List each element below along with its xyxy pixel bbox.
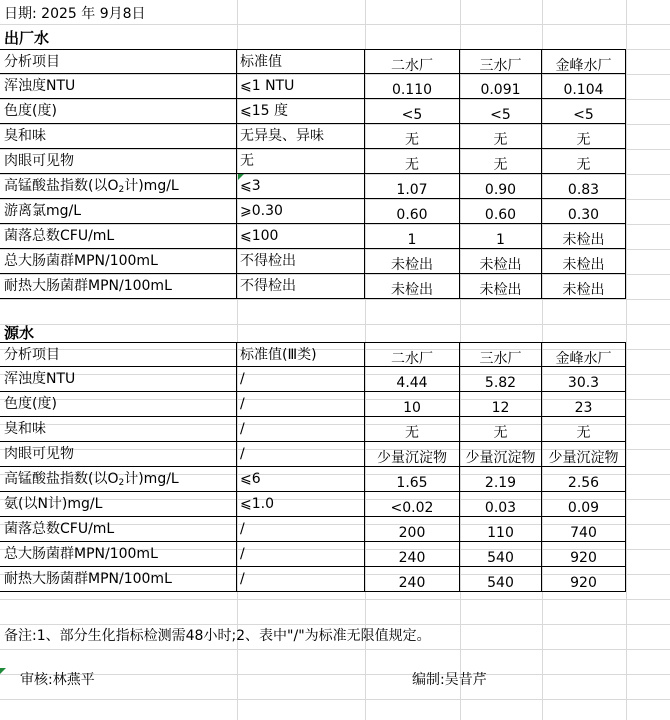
table-cell-col2[interactable]: 少量沉淀物 (365, 442, 460, 467)
table-row (0, 149, 670, 174)
table-cell-col0[interactable]: 氨(以N计)mg/L (0, 492, 237, 517)
table-cell-col4[interactable]: 未检出 (542, 224, 626, 249)
table-cell-col2[interactable]: 无 (365, 417, 460, 442)
table-cell-col1[interactable]: / (237, 517, 365, 542)
table-cell-col0[interactable]: 总大肠菌群MPN/100mL (0, 542, 237, 567)
table-cell-col1[interactable]: 无 (237, 149, 365, 174)
table-cell-col0[interactable]: 耐热大肠菌群MPN/100mL (0, 567, 237, 592)
table-cell-col1[interactable]: ⩽15 度 (237, 99, 365, 124)
table-cell-col0[interactable]: 色度(度) (0, 99, 237, 124)
table-cell-col4[interactable]: 23 (542, 392, 626, 417)
table-cell-col1[interactable]: ⩽1.0 (237, 492, 365, 517)
table-cell-col1[interactable]: ⩽6 (237, 467, 365, 492)
table-cell-col2[interactable]: 10 (365, 392, 460, 417)
header-cell-col0[interactable]: 分析项目 (0, 342, 237, 367)
table-cell-col4[interactable]: 0.09 (542, 492, 626, 517)
table-cell-col1[interactable]: ⩽3 (237, 174, 365, 199)
table-cell-col3[interactable]: 540 (460, 542, 542, 567)
table-cell-col2[interactable]: 4.44 (365, 367, 460, 392)
table-cell-col3[interactable]: 未检出 (460, 249, 542, 274)
cell-comment-marker-icon (238, 174, 244, 180)
table-cell-col3[interactable]: 无 (460, 417, 542, 442)
table-cell-col4[interactable]: 2.56 (542, 467, 626, 492)
table-row (0, 224, 670, 249)
table-cell-col3[interactable]: 540 (460, 567, 542, 592)
table-cell-col0[interactable]: 肉眼可见物 (0, 442, 237, 467)
table-cell-col3[interactable]: 0.90 (460, 174, 542, 199)
table-cell-col4[interactable]: 0.30 (542, 199, 626, 224)
table-cell-col4[interactable]: 0.104 (542, 74, 626, 99)
header-cell-col1[interactable]: 标准值(Ⅲ类) (237, 342, 365, 367)
header-cell-col2[interactable]: 二水厂 (365, 49, 460, 74)
table-row (0, 174, 670, 199)
table-cell-col4[interactable]: 无 (542, 124, 626, 149)
table-cell-col3[interactable]: 无 (460, 124, 542, 149)
table-cell-col3[interactable]: 12 (460, 392, 542, 417)
table-cell-col0[interactable]: 臭和味 (0, 124, 237, 149)
table-cell-col4[interactable]: 无 (542, 417, 626, 442)
table-row (0, 517, 670, 542)
table-row (0, 392, 670, 417)
table-row (0, 492, 670, 517)
table-cell-col3[interactable]: 110 (460, 517, 542, 542)
header-cell-col1[interactable]: 标准值 (237, 49, 365, 74)
table-row (0, 249, 670, 274)
table-cell-col3[interactable]: 5.82 (460, 367, 542, 392)
table-cell-col1[interactable]: 无异臭、异味 (237, 124, 365, 149)
table-cell-col0[interactable]: 高锰酸盐指数(以$O_2$计)mg/L (0, 467, 237, 492)
date-line[interactable]: 日期: 2025 年 9月8日 (4, 6, 146, 22)
header-cell-col0[interactable]: 分析项目 (0, 49, 237, 74)
editor-text[interactable]: 编制:吴昔芹 (412, 672, 487, 688)
table-cell-col3[interactable]: 2.19 (460, 467, 542, 492)
table-cell-col3[interactable]: 0.03 (460, 492, 542, 517)
table-row (0, 542, 670, 567)
table-cell-col0[interactable]: 总大肠菌群MPN/100mL (0, 249, 237, 274)
comment-marker-icon (0, 668, 6, 674)
table-cell-col2[interactable]: 1 (365, 224, 460, 249)
table-cell-col2[interactable]: <5 (365, 99, 460, 124)
table-cell-col0[interactable]: 游离氯mg/L (0, 199, 237, 224)
table-cell-col4[interactable]: 少量沉淀物 (542, 442, 626, 467)
table-cell-col3[interactable]: 1 (460, 224, 542, 249)
table-cell-col0[interactable]: 浑浊度NTU (0, 74, 237, 99)
table-cell-col0[interactable]: 高锰酸盐指数(以$O_2$计)mg/L (0, 174, 237, 199)
table-cell-col1[interactable]: / (237, 442, 365, 467)
table-header-row (0, 49, 670, 74)
table-cell-col1[interactable]: / (237, 367, 365, 392)
table-row (0, 199, 670, 224)
table-cell-col0[interactable]: 色度(度) (0, 392, 237, 417)
table-cell-col1[interactable]: 不得检出 (237, 249, 365, 274)
table-cell-col2[interactable]: 未检出 (365, 274, 460, 299)
table-cell-col2[interactable]: 240 (365, 567, 460, 592)
table-cell-col1[interactable]: ⩾0.30 (237, 199, 365, 224)
table-cell-col0[interactable]: 臭和味 (0, 417, 237, 442)
table-cell-col4[interactable]: 未检出 (542, 249, 626, 274)
table-cell-col4[interactable]: 740 (542, 517, 626, 542)
table-row (0, 99, 670, 124)
table-cell-col4[interactable]: 920 (542, 567, 626, 592)
table-cell-col0[interactable]: 菌落总数CFU/mL (0, 224, 237, 249)
table-cell-col1[interactable]: / (237, 542, 365, 567)
table-cell-col2[interactable]: 0.110 (365, 74, 460, 99)
note-text[interactable]: 备注:1、部分生化指标检测需48小时;2、表中"/"为标准无限值规定。 (4, 628, 431, 644)
table-cell-col3[interactable]: 0.60 (460, 199, 542, 224)
table-cell-col4[interactable]: 无 (542, 149, 626, 174)
table-cell-col0[interactable]: 浑浊度NTU (0, 367, 237, 392)
table-cell-col1[interactable]: / (237, 392, 365, 417)
table-cell-col2[interactable]: 无 (365, 149, 460, 174)
table-row (0, 74, 670, 99)
table-cell-col1[interactable]: / (237, 567, 365, 592)
table-cell-col2[interactable]: 200 (365, 517, 460, 542)
table-cell-col4[interactable]: <5 (542, 99, 626, 124)
table-cell-col1[interactable]: ⩽1 NTU (237, 74, 365, 99)
table-cell-col3[interactable]: 0.091 (460, 74, 542, 99)
table-cell-col2[interactable]: 1.07 (365, 174, 460, 199)
header-cell-col3[interactable]: 三水厂 (460, 49, 542, 74)
table-cell-col1[interactable]: ⩽100 (237, 224, 365, 249)
table-row (0, 567, 670, 592)
table-cell-col4[interactable]: 0.83 (542, 174, 626, 199)
table-cell-col2[interactable]: <0.02 (365, 492, 460, 517)
table-cell-col3[interactable]: 少量沉淀物 (460, 442, 542, 467)
table-row (0, 367, 670, 392)
table-cell-col3[interactable]: 未检出 (460, 274, 542, 299)
table-cell-col1[interactable]: 不得检出 (237, 274, 365, 299)
table-cell-col2[interactable]: 240 (365, 542, 460, 567)
table-cell-col4[interactable]: 未检出 (542, 274, 626, 299)
table-row (0, 467, 670, 492)
header-cell-col4[interactable]: 金峰水厂 (542, 49, 626, 74)
table-cell-col2[interactable]: 无 (365, 124, 460, 149)
table-cell-col4[interactable]: 30.3 (542, 367, 626, 392)
table-row (0, 442, 670, 467)
table-cell-col2[interactable]: 1.65 (365, 467, 460, 492)
table-cell-col1[interactable]: / (237, 417, 365, 442)
table-cell-col3[interactable]: 无 (460, 149, 542, 174)
header-cell-col4[interactable]: 金峰水厂 (542, 342, 626, 367)
table-cell-col2[interactable]: 0.60 (365, 199, 460, 224)
header-cell-col2[interactable]: 二水厂 (365, 342, 460, 367)
section-title-finished-water[interactable]: 出厂水 (4, 29, 50, 47)
table-row (0, 124, 670, 149)
table-cell-col0[interactable]: 菌落总数CFU/mL (0, 517, 237, 542)
table-cell-col0[interactable]: 耐热大肠菌群MPN/100mL (0, 274, 237, 299)
section-title-source-water[interactable]: 源水 (4, 324, 35, 342)
table-cell-col4[interactable]: 920 (542, 542, 626, 567)
table-cell-col3[interactable]: <5 (460, 99, 542, 124)
table-header-row (0, 342, 670, 367)
header-cell-col3[interactable]: 三水厂 (460, 342, 542, 367)
table-row (0, 274, 670, 299)
table-cell-col2[interactable]: 未检出 (365, 249, 460, 274)
table-cell-col0[interactable]: 肉眼可见物 (0, 149, 237, 174)
table-row (0, 417, 670, 442)
reviewer-text[interactable]: 审核:林燕平 (20, 672, 95, 688)
